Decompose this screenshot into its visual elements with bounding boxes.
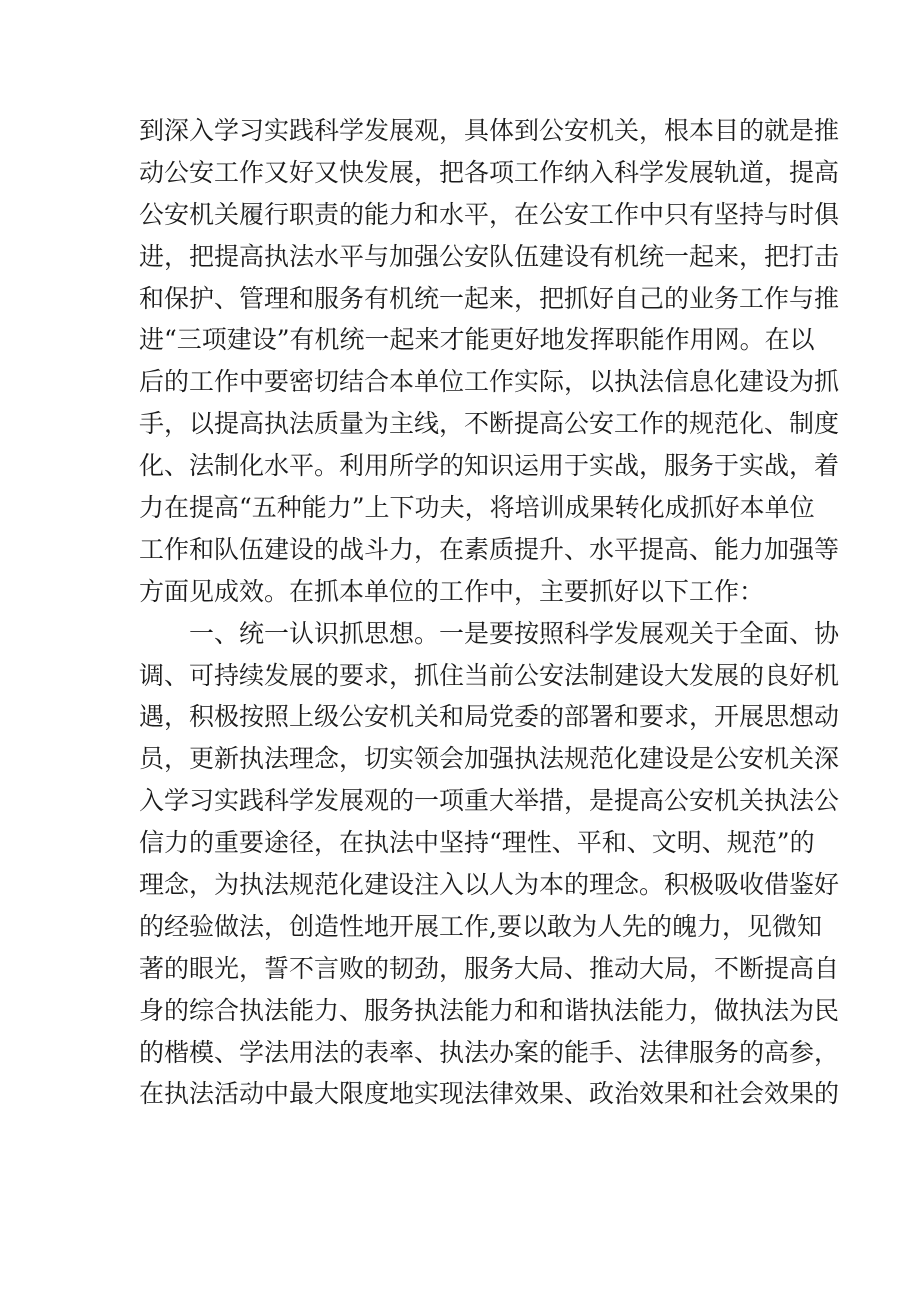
text-line: 身的综合执法能力、服务执法能力和和谐执法能力，做执法为民 [139,995,840,1025]
text-line: 工作和队伍建设的战斗力，在素质提升、水平提高、能力加强等 [139,534,840,564]
text-line: 信力的重要途径，在执法中坚持“理性、平和、文明、规范”的 [139,828,815,858]
text-line: 员，更新执法理念，切实领会加强执法规范化建设是公安机关深 [139,744,840,774]
text-line: 遇，积极按照上级公安机关和局党委的部署和要求，开展思想动 [139,702,840,732]
text-line: 和保护、管理和服务有机统一起来，把抓好自己的业务工作与推 [139,283,840,313]
text-line: 著的眼光，誓不言败的韧劲，服务大局、推动大局，不断提高自 [139,953,840,983]
body-text [139,110,840,1115]
text-line: 到深入学习实践科学发展观，具体到公安机关，根本目的就是推 [139,116,840,145]
text-line: 公安机关履行职责的能力和水平，在公安工作中只有坚持与时俱 [139,199,840,229]
text-line: 调、可持续发展的要求，抓住当前公安法制建设大发展的良好机 [139,660,840,690]
text-line: 在执法活动中最大限度地实现法律效果、政治效果和社会效果的 [139,1079,840,1109]
text-line: 手，以提高执法质量为主线，不断提高公安工作的规范化、制度 [139,409,840,439]
text-line: 理念，为执法规范化建设注入以人为本的理念。积极吸收借鉴好 [139,870,840,900]
text-line: 的经验做法，创造性地开展工作,要以敢为人先的魄力，见微知 [139,911,822,941]
text-line: 进，把提高执法水平与加强公安队伍建设有机统一起来，把打击 [139,241,840,271]
text-line: 化、法制化水平。利用所学的知识运用于实战，服务于实战，着 [139,451,840,481]
text-line: 方面见成效。在抓本单位的工作中，主要抓好以下工作： [139,576,765,606]
text-line: 动公安工作又好又快发展，把各项工作纳入科学发展轨道，提高 [139,157,840,187]
paragraph-first-line: 一、统一认识抓思想。一是要按照科学发展观关于全面、协 [189,618,840,648]
text-line: 力在提高“五种能力”上下功夫，将培训成果转化成抓好本单位 [139,493,815,523]
text-line: 的楷模、学法用法的表率、执法办案的能手、法律服务的高参， [139,1037,840,1067]
text-line: 进“三项建设”有机统一起来才能更好地发挥职能作用网。在以 [139,325,815,355]
text-line: 后的工作中要密切结合本单位工作实际，以执法信息化建设为抓 [139,367,840,397]
text-line: 入学习实践科学发展观的一项重大举措，是提高公安机关执法公 [139,786,840,816]
